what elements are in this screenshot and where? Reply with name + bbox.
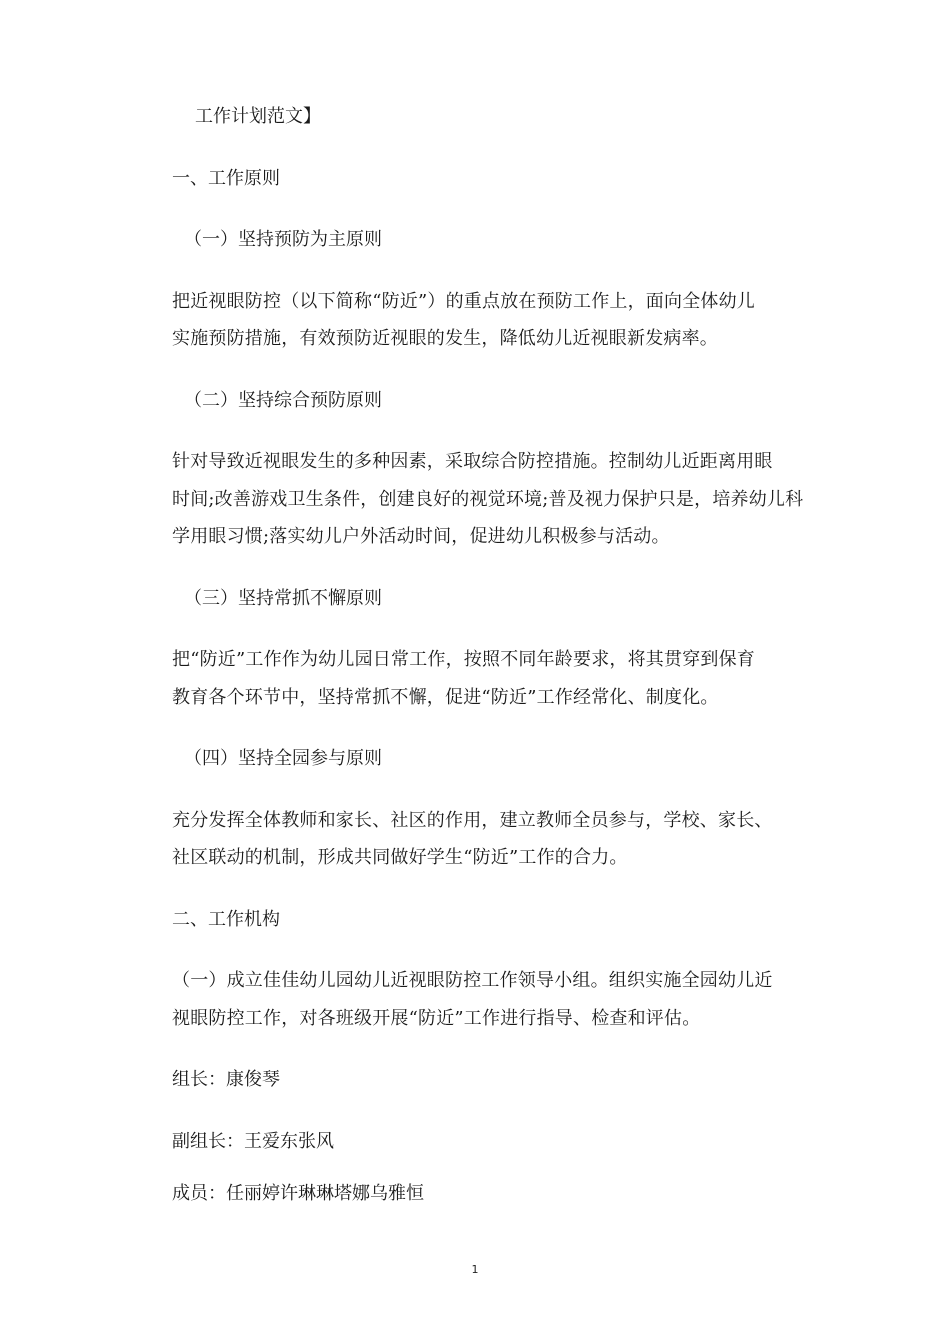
subheading-full-participation: （四）坚持全园参与原则 bbox=[184, 748, 382, 769]
paragraph-line: 视眼防控工作，对各班级开展“防近”工作进行指导、检查和评估。 bbox=[172, 1008, 701, 1029]
members-line: 成员：任丽婷许琳琳塔娜乌雅恒 bbox=[172, 1183, 424, 1204]
subheading-prevention-first: （一）坚持预防为主原则 bbox=[184, 229, 382, 250]
paragraph-line: 教育各个环节中，坚持常抓不懈，促进“防近”工作经常化、制度化。 bbox=[172, 687, 719, 708]
paragraph-line: （一）成立佳佳幼儿园幼儿近视眼防控工作领导小组。组织实施全园幼儿近 bbox=[172, 970, 773, 991]
paragraph-line: 社区联动的机制，形成共同做好学生“防近”工作的合力。 bbox=[172, 847, 628, 868]
section-heading-work-principles: 一、工作原则 bbox=[172, 168, 280, 189]
paragraph-line: 时间;改善游戏卫生条件，创建良好的视觉环境;普及视力保护只是，培养幼儿科 bbox=[172, 489, 804, 510]
paragraph-line: 实施预防措施，有效预防近视眼的发生，降低幼儿近视眼新发病率。 bbox=[172, 328, 718, 349]
subheading-persistent-effort: （三）坚持常抓不懈原则 bbox=[184, 588, 382, 609]
paragraph-line: 学用眼习惯;落实幼儿户外活动时间，促进幼儿积极参与活动。 bbox=[172, 526, 670, 547]
paragraph-line: 充分发挥全体教师和家长、社区的作用，建立教师全员参与，学校、家长、 bbox=[172, 810, 773, 831]
subheading-comprehensive-prevention: （二）坚持综合预防原则 bbox=[184, 390, 382, 411]
document-title: 工作计划范文】 bbox=[195, 106, 321, 127]
deputy-leader-line: 副组长：王爱东张风 bbox=[172, 1131, 334, 1152]
paragraph-line: 针对导致近视眼发生的多种因素，采取综合防控措施。控制幼儿近距离用眼 bbox=[172, 451, 773, 472]
paragraph-line: 把近视眼防控（以下简称“防近”）的重点放在预防工作上，面向全体幼儿 bbox=[172, 291, 756, 312]
leader-line: 组长：康俊琴 bbox=[172, 1069, 280, 1090]
section-heading-work-organization: 二、工作机构 bbox=[172, 909, 280, 930]
page-number: 1 bbox=[471, 1263, 479, 1276]
paragraph-line: 把“防近”工作作为幼儿园日常工作，按照不同年龄要求，将其贯穿到保育 bbox=[172, 649, 756, 670]
